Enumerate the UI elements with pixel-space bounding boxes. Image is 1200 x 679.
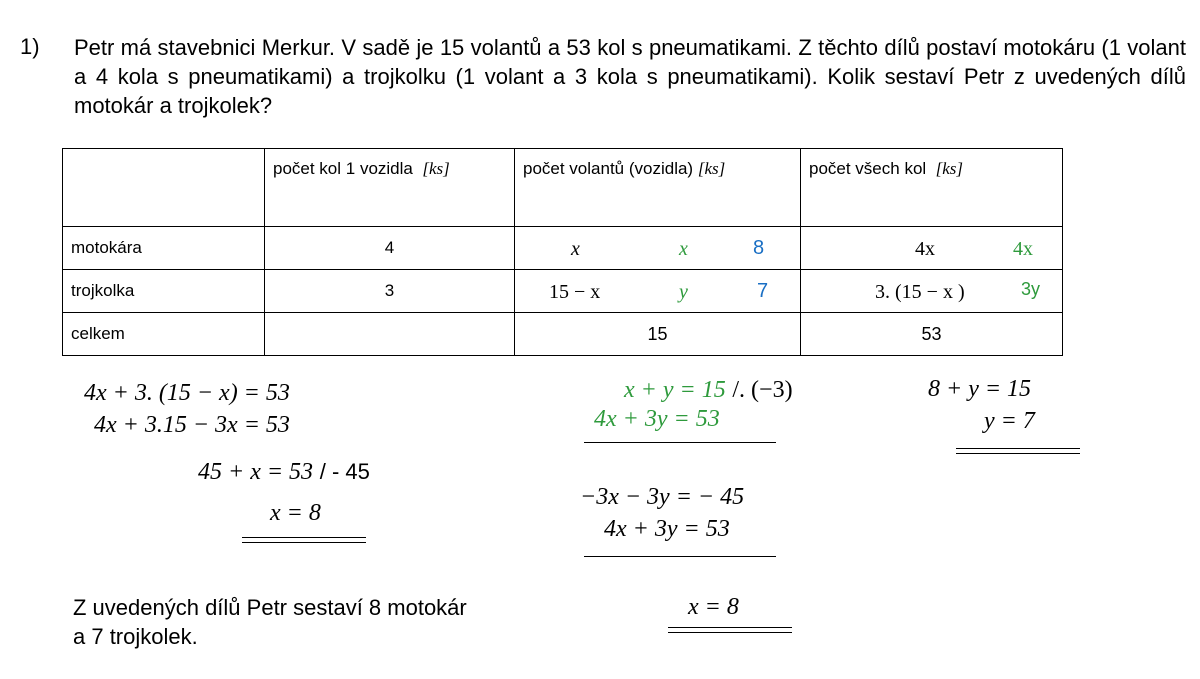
table-row [63, 313, 1063, 356]
problem-text: Petr má stavebnici Merkur. V sadě je 15 volantů a 53 kol s pneumatikami. Z těchto dílů postaví motokáru (1 volant a 4 kola s pneumatikami) a trojkolku (1 volant a 3 kola s pneumatikami). Kolik sestaví Petr z uvedených dílů motokár a trojkolek? [74, 35, 1186, 118]
problem-number: 1) [20, 34, 40, 59]
table-row [63, 227, 1063, 270]
row-steering [515, 270, 801, 313]
double-underline [956, 448, 1080, 449]
left-eq-3-expr: 45 + x = 53 [198, 459, 314, 485]
data-table [62, 148, 1063, 356]
row-all-wheels [801, 227, 1063, 270]
header-steering-wheels [515, 149, 801, 227]
table-row [63, 270, 1063, 313]
left-eq-1: 4x + 3. (15 − x) = 53 [84, 380, 290, 406]
steer-blue: 7 [757, 280, 769, 302]
left-eq-2: 4x + 3.15 − 3x = 53 [94, 412, 290, 438]
row-label: celkem [63, 313, 265, 356]
row-label: trojkolka [63, 270, 265, 313]
left-eq-3-op: / - 45 [319, 459, 370, 484]
double-underline [242, 537, 366, 538]
answer-line-2: a 7 trojkolek. [73, 624, 198, 649]
answer-text [73, 593, 467, 651]
mid-eq-3: −3x − 3y = − 45 [580, 484, 745, 510]
table-header-row [63, 149, 1063, 227]
header-col1-text: počet kol 1 vozidla [273, 159, 413, 178]
all-green: 4x [1013, 238, 1033, 260]
double-underline [668, 632, 792, 633]
header-wheels-per-vehicle [265, 149, 515, 227]
left-eq-3 [198, 458, 370, 486]
double-underline [668, 627, 792, 628]
header-col3-text: počet všech kol [809, 159, 927, 178]
steer-green: x [679, 238, 688, 260]
header-col2-text: počet volantů (vozidla) [523, 159, 694, 178]
header-col2-unit: [ks] [697, 159, 726, 178]
steer-blue: 8 [753, 237, 765, 259]
left-eq-4: x = 8 [270, 500, 321, 526]
header-col3-unit: [ks] [935, 159, 964, 178]
all-green: 3y [1021, 279, 1041, 299]
all-black: 3. (15 − x ) [875, 281, 965, 303]
row-all-wheels-total: 53 [801, 313, 1063, 356]
mid-eq-1 [624, 376, 793, 404]
row-steering [515, 227, 801, 270]
mid-eq-1-op: /. (−3) [732, 377, 793, 403]
mid-eq-5: x = 8 [688, 594, 739, 620]
steer-green: y [679, 281, 688, 303]
row-all-wheels [801, 270, 1063, 313]
mid-eq-4: 4x + 3y = 53 [604, 516, 730, 542]
header-empty-cell [63, 149, 265, 227]
header-all-wheels [801, 149, 1063, 227]
all-black: 4x [915, 238, 935, 260]
double-underline [242, 542, 366, 543]
mid-eq-1-expr: x + y = 15 [624, 377, 726, 403]
steer-expr: 15 − x [549, 281, 601, 303]
double-underline [956, 453, 1080, 454]
mid-eq-2: 4x + 3y = 53 [594, 406, 720, 432]
right-eq-1: 8 + y = 15 [928, 376, 1032, 402]
underline [584, 442, 776, 443]
row-wheels: 4 [265, 227, 515, 270]
header-col1-unit: [ks] [422, 159, 450, 178]
row-wheels: 3 [265, 270, 515, 313]
row-label: motokára [63, 227, 265, 270]
steer-expr: x [571, 238, 580, 260]
right-eq-2: y = 7 [984, 408, 1035, 434]
row-wheels [265, 313, 515, 356]
answer-line-1: Z uvedených dílů Petr sestaví 8 motokár [73, 595, 467, 620]
row-steering-total: 15 [515, 313, 801, 356]
underline [584, 556, 776, 557]
